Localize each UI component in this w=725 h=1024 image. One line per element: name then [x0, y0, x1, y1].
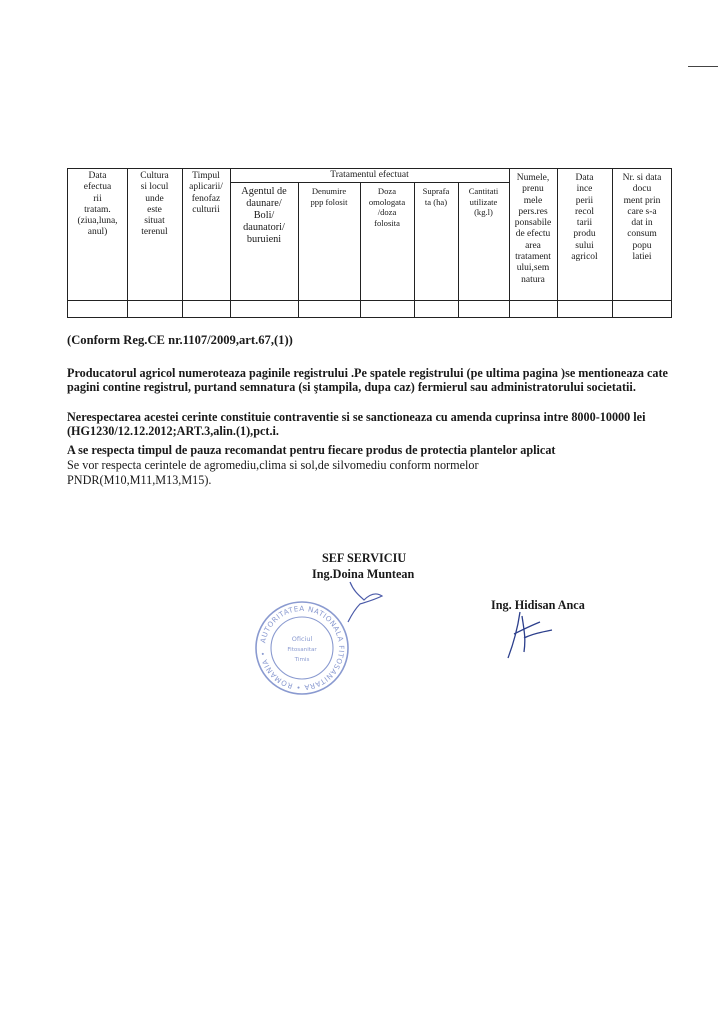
header-quantity: Cantitati utilizate (kg.l) — [468, 186, 499, 218]
inspector-name: Ing. Hidisan Anca — [491, 598, 585, 612]
stamp-outer-text: AUTORITATEA NATIONALA FITOSANITARA • ROMANIA • — [258, 603, 347, 693]
header-harvest-date: Data ince perii recol tarii produ sului agricol — [571, 173, 598, 263]
inspector-signature — [500, 608, 560, 668]
treatment-register-table — [67, 168, 672, 318]
chief-name: Ing.Doina Muntean — [312, 567, 415, 581]
stamp-line-2: Fitosanitar — [287, 647, 317, 653]
table-divider — [68, 300, 672, 301]
paragraph-numbering: Producatorul agricol numeroteaza paginile registrului .Pe spatele registrului (pe ultima pagina )se mentioneaza cate pagini contine registrul, purtand semnatura (si ştampila, dupa caz) fermierul sau administratorului societatii. — [67, 366, 668, 395]
conform-reference: (Conform Reg.CE nr.1107/2009,art.67,(1)) — [67, 333, 293, 347]
header-date: Data efectua rii tratam. (ziua,luna, anul) — [77, 171, 118, 238]
header-treatment-group: Tratamentul efectuat — [330, 170, 409, 180]
paragraph-penalty: Nerespectarea acestei cerinte constituie contraventie si se sanctioneaza cu amenda cuprinsa intre 8000-10000 lei (HG1230/12.12.2012;ART.3,alin.(1),pct.i. — [67, 410, 646, 439]
header-time: Timpul aplicarii/ fenofaz culturii — [189, 171, 223, 215]
header-dose: Doza omologata /doza folosita — [368, 186, 406, 228]
stamp-line-1: Oficiul — [291, 635, 313, 643]
stamp-line-3: Timis — [294, 657, 310, 663]
paragraph-agromediu-2: PNDR(M10,M11,M13,M15). — [67, 473, 212, 487]
header-surface: Suprafa ta (ha) — [422, 186, 450, 207]
paragraph-pause: A se respecta timpul de pauza recomandat pentru fiecare produs de protectia plantelor aplicat — [67, 443, 556, 457]
sef-serviciu-title: SEF SERVICIU — [322, 551, 407, 565]
edge-mark — [688, 66, 718, 67]
header-agent: Agentul de daunare/ Boli/ daunatori/ buruieni — [241, 186, 287, 246]
header-ppp-name: Denumire ppp folosit — [310, 186, 348, 207]
header-culture: Cultura si locul unde este situat terenul — [140, 171, 169, 238]
header-document: Nr. si data docu ment prin care s-a dat in consum popu latiei — [622, 173, 662, 263]
paragraph-agromediu-1: Se vor respecta cerintele de agromediu,clima si sol,de silvomediu conform normelor — [67, 458, 479, 472]
header-responsible: Numele, prenu mele pers.res ponsabile de efectu area tratament ului,sem natura — [514, 173, 552, 285]
chief-signature — [330, 578, 390, 638]
table-divider — [230, 182, 509, 183]
